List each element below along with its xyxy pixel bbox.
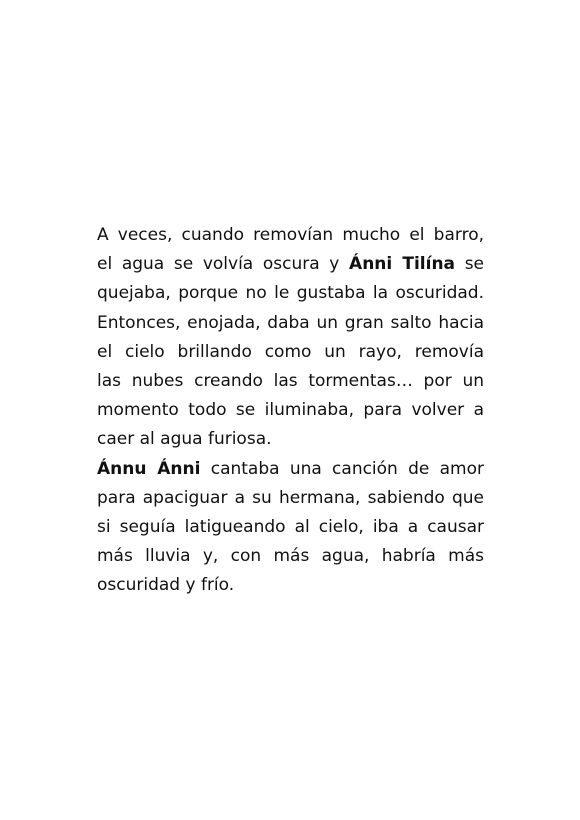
line-text: el agua se volvía oscura y: [97, 254, 340, 275]
character-name: Ánnu Ánni: [97, 458, 201, 479]
text-line: [97, 455, 484, 484]
line-text: si seguía latigueando al cielo, iba a causar: [97, 516, 484, 537]
text-line: [97, 250, 484, 279]
line-text: cantaba una canción de amor: [210, 458, 484, 479]
text-line: [97, 221, 484, 250]
paragraph-2: [97, 455, 484, 601]
line-text: caer al agua furiosa.: [97, 429, 272, 450]
line-text: Entonces, enojada, daba un gran salto hacia: [97, 312, 484, 333]
text-line: [97, 571, 484, 600]
line-text: más lluvia y, con más agua, habría más: [97, 546, 484, 567]
text-line: [97, 396, 484, 425]
line-text: quejaba, porque no le gustaba la oscuridad.: [97, 283, 484, 304]
line-text: el cielo brillando como un rayo, removía: [97, 341, 484, 362]
text-line: [97, 542, 484, 571]
paragraph-1: [97, 221, 484, 455]
line-text: oscuridad y frío.: [97, 575, 235, 596]
line-text: para apaciguar a su hermana, sabiendo que: [97, 487, 484, 508]
text-line: [97, 513, 484, 542]
line-text: momento todo se iluminaba, para volver a: [97, 400, 484, 421]
character-name: Ánni Tilína: [349, 254, 456, 275]
text-line: [97, 279, 484, 308]
body-text: [97, 221, 484, 600]
text-line: [97, 338, 484, 367]
text-line: [97, 484, 484, 513]
line-text: A veces, cuando removían mucho el barro,: [97, 225, 484, 245]
text-line: [97, 425, 484, 454]
text-line: [97, 367, 484, 396]
line-text: las nubes creando las tormentas… por un: [97, 370, 484, 391]
text-line: [97, 309, 484, 338]
line-text: se: [464, 254, 484, 275]
